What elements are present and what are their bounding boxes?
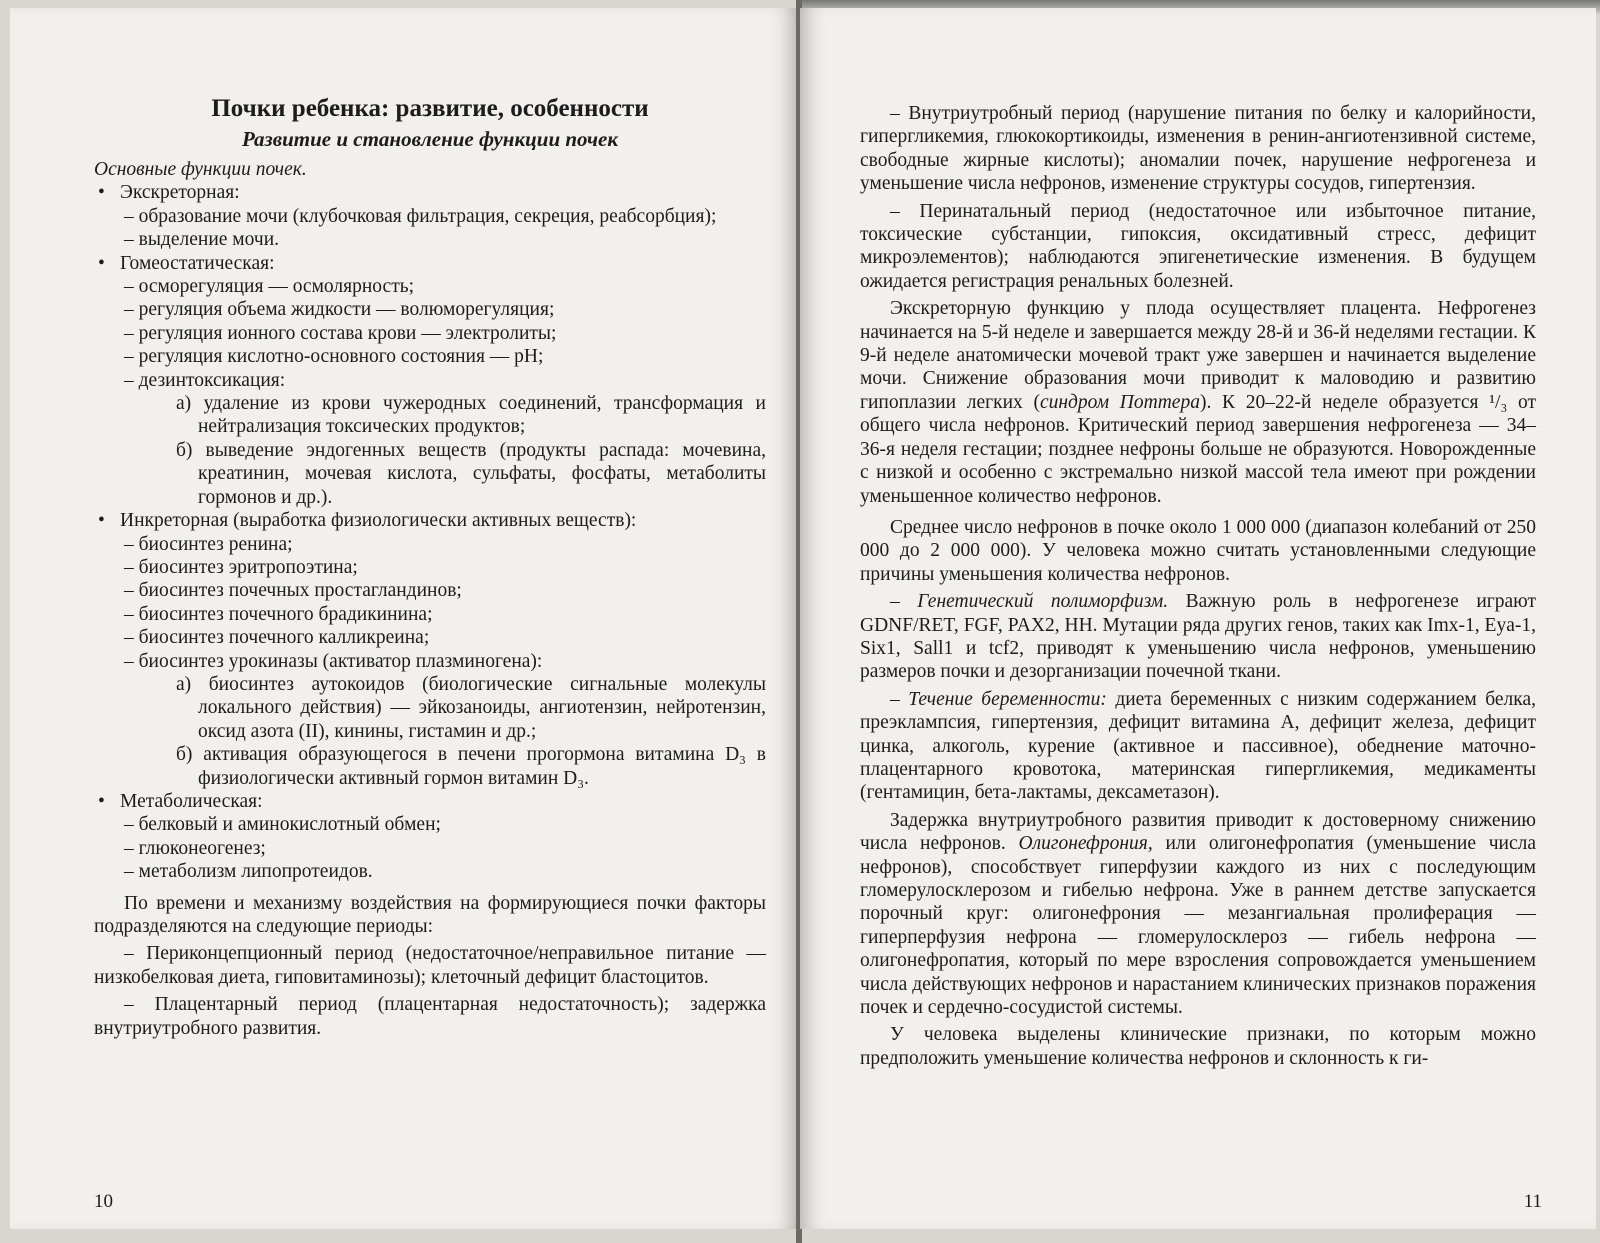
incretory-item: – биосинтез эритропоэтина; — [124, 556, 358, 578]
period-paragraph: – Плацентарный период (плацентарная недостаточность); задержка внутриутробного развития. — [94, 994, 766, 1039]
incretory-item: – биосинтез почечного брадикинина; — [124, 603, 433, 625]
homeostatic-item: – осморегуляция — осмолярность; — [124, 276, 415, 298]
left-page-text — [94, 94, 766, 1040]
homeostatic-item: – дезинтоксикация: — [124, 369, 286, 391]
paragraph-text: или олигонефропатия (уменьшение числа нефронов), способствует гиперфузии каждого из них с последующим гломерулосклерозом и гибелью нефрона. Уже в раннем детстве запускается порочный круг: олигонефрония — мезангиальная пролиферация — гиперперфузия нефрона — гломерулосклероз — гибель нефрона — олигонефропатия, который по мере взросления сопровождается уменьшением числа действующих нефронов и нарастанием клинических признаков поражения почек и сердечно-сосудистой системы. — [860, 833, 1536, 1019]
excretory-heading: • Экскреторная: — [94, 181, 766, 204]
right-page — [800, 8, 1596, 1229]
incretory-item: – биосинтез ренина; — [124, 533, 293, 555]
homeostatic-item: – регуляция ионного состава крови — электролиты; — [124, 322, 557, 344]
incretory-item: – биосинтез урокиназы (активатор плазминогена): — [124, 650, 543, 672]
paragraph — [860, 809, 1536, 1020]
paragraph: – Перинатальный период (недостаточное или избыточное питание, токсические субстанции, гипоксия, оксидативный стресс, дефицит микроэлементов); наблюдаются эпигенетические изменения. В будущем ожидается регистрация ренальных болезней. — [860, 200, 1536, 292]
excretory-item: – образование мочи (клубочковая фильтрация, секреция, реабсорбция); — [124, 205, 717, 227]
page-number-left: 10 — [94, 1191, 113, 1212]
incretory-subitem: а) биосинтез аутокоидов (биологические сигнальные молекулы локального действия) — эйкозаноиды, ангиотензин, нейротензин, оксид азота (II), кинины, гистамин и др.; — [176, 673, 766, 742]
metabolic-heading: • Метаболическая: — [94, 790, 766, 813]
metabolic-item: – глюконеогенез; — [124, 837, 266, 859]
paragraph-text: Экскреторную функцию у плода осуществляет плацента. Нефрогенез начинается на 5-й неделе и завершается между 28-й и 36-й неделями гестации. К 9-й неделе анатомически мочевой тракт уже завершен и начинается выделение мочи. Снижение образования мочи приводит к маловодию и развитию гипоплазии легких ( — [860, 298, 1536, 413]
paragraph — [860, 688, 1536, 805]
paragraph-text: Задержка внутриутробного развития приводит к достоверному снижению числа нефронов. — [860, 809, 1536, 855]
paragraph: – Внутриутробный период (нарушение питания по белку и калорийности, гипергликемия, глюкокортикоиды, изменения в ренин-ангиотензивной системе, свободные жирные кислоты); аномалии почек, нарушение нефрогенеза и уменьшение числа нефронов, изменение структуры сосудов, гипертензия. — [860, 103, 1536, 195]
lead-text: Основные функции почек. — [94, 159, 307, 180]
homeostatic-item: – регуляция кислотно-основного состояния — pH; — [124, 346, 544, 368]
homeostatic-item: – регуляция объема жидкости — волюморегуляция; — [124, 299, 555, 321]
right-page-text — [860, 98, 1536, 1070]
incretory-item: – биосинтез почечных простагландинов; — [124, 580, 462, 602]
paragraph-text: Важную роль в нефрогенезе играют GDNF/RET, FGF, PAX2, HH. Мутации ряда других генов, таких как Imx-1, Eya-1, Six1, Sall1 и tcf2, приводят к уменьшению числа нефронов, уменьшению размеров почки и дезорганизации почечной ткани. — [860, 591, 1536, 683]
paragraph — [860, 590, 1536, 684]
paragraph: Среднее число нефронов в почке около 1 000 000 (диапазон колебаний от 250 000 до 2 000 000). У человека можно считать установленными следующие причины уменьшения количества нефронов. — [860, 516, 1536, 585]
paragraph: У человека выделены клинические признаки, по которым можно предположить уменьшение количества нефронов и склонность к ги- — [860, 1024, 1536, 1069]
homeostatic-heading: • Гомеостатическая: — [94, 252, 766, 275]
page-number-right: 11 — [1523, 1191, 1542, 1212]
metabolic-item: – метаболизм липопротеидов. — [124, 861, 373, 883]
paragraph — [860, 297, 1536, 508]
excretory-item: – выделение мочи. — [124, 229, 280, 251]
incretory-subitem: б) активация образующегося в печени прогормона витамина D₃ в физиологически активный гормон витамин D₃. — [176, 744, 766, 789]
italic-term: – Течение беременности: — [890, 688, 1107, 710]
metabolic-item: – белковый и аминокислотный обмен; — [124, 814, 441, 836]
period-paragraph: – Периконцепционный период (недостаточное/неправильное питание — низкобелковая диета, гиповитаминозы); клеточный дефицит бластоцитов. — [94, 943, 766, 988]
paragraph-text: ). К 20–22-й неделе образуется ¹/₃ от общего числа нефронов. Критический период завершения нефрогенеза — 34–36-я неделя гестации; позднее нефроны больше не образуются. Новорожденные с низкой и особенно с экстремально низкой массой тела имеют при рождении уменьшенное количество нефронов. — [860, 391, 1536, 507]
italic-term: синдром Поттера — [1039, 391, 1200, 413]
paragraph-text: диета беременных с низким содержанием белка, преэклампсия, гипертензия, дефицит витамина А, дефицит железа, дефицит цинка, алкоголь, курение (активное и пассивное), обеднение маточно-плацентарного кровотока, материнская гипергликемия, медикаменты (гентамицин, бета-лактамы, дексаметазон). — [860, 688, 1536, 804]
incretory-item: – биосинтез почечного калликреина; — [124, 627, 430, 649]
homeostatic-subitem: а) удаление из крови чужеродных соединений, трансформация и нейтрализация токсических продуктов; — [176, 393, 766, 438]
periods-intro: По времени и механизму воздействия на формирующиеся почки факторы подразделяются на следующие периоды: — [94, 892, 766, 937]
italic-term: – Генетический полиморфизм. — [890, 591, 1169, 613]
section-subtitle: Развитие и становление функции почек — [241, 127, 619, 151]
incretory-heading: • Инкреторная (выработка физиологически активных веществ): — [94, 509, 766, 532]
chapter-title: Почки ребенка: развитие, особенности — [211, 95, 649, 122]
italic-term: Олигонефрония, — [1018, 833, 1153, 855]
left-page — [10, 8, 798, 1229]
homeostatic-subitem: б) выведение эндогенных веществ (продукты распада: мочевина, креатинин, мочевая кислота, сульфаты, фосфаты, метаболиты гормонов и др.). — [176, 439, 766, 508]
